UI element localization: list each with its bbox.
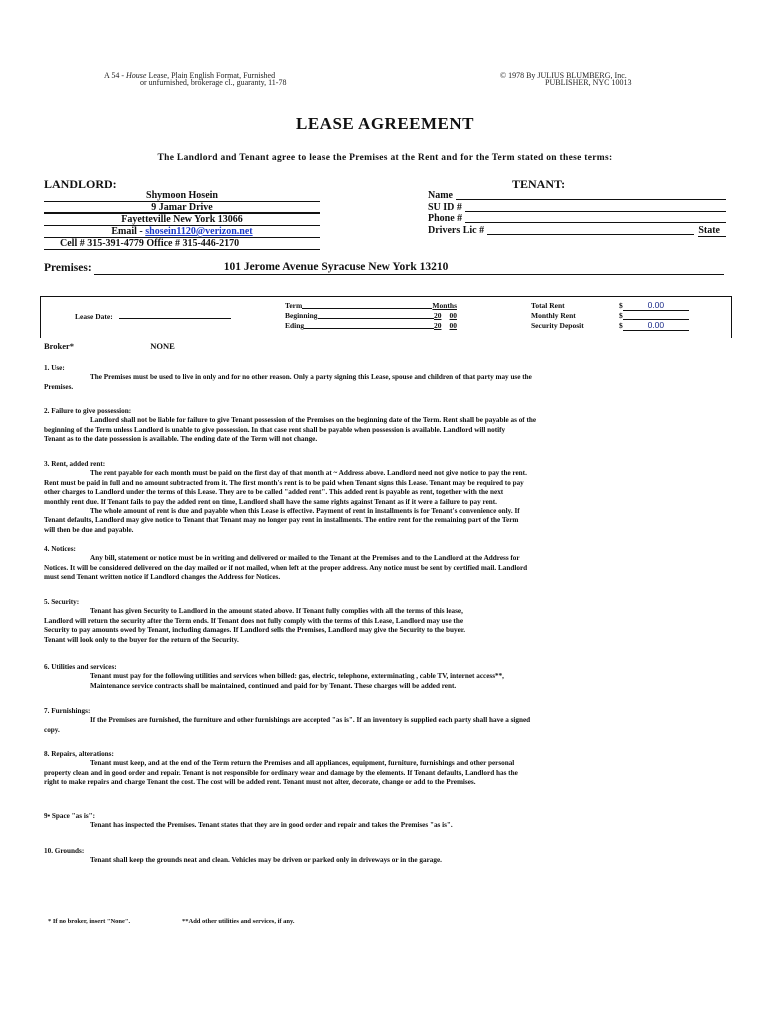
section-line: other charges to Landlord under the terms of this Lease. They are to be called "added rent". This added rent is payable as rent, together with the next xyxy=(44,488,504,497)
section-line: Tenant shall keep the grounds neat and clean. Vehicles may be driven or parked only in driveways or in the garage. xyxy=(90,856,442,865)
monthly-rent-label: Monthly Rent xyxy=(531,311,576,320)
ending-field[interactable] xyxy=(304,321,434,329)
tenant-suid-field[interactable] xyxy=(465,202,726,212)
ending-label: Eding xyxy=(285,321,305,330)
section-heading: 1. Use: xyxy=(44,364,65,372)
section-line: If the Premises are furnished, the furniture and other furnishings are accepted "as is". If an inventory is supplied each party shall have a signed xyxy=(90,716,531,725)
landlord-street: 9 Jamar Drive xyxy=(44,202,320,214)
premises-label: Premises: xyxy=(44,262,92,274)
term-label: Term xyxy=(285,301,303,310)
beginning-row xyxy=(285,311,457,321)
landlord-name: Shymoon Hosein xyxy=(44,190,320,202)
footnote-utilities: **Add other utilities and services, if any. xyxy=(182,918,295,925)
section-heading: 6. Utilities and services: xyxy=(44,663,117,671)
section-line: property clean and in good order and repair. Tenant is not responsible for ordinary wear and damage by the elements. If Tenant defaults, Landlord has the xyxy=(44,768,518,777)
total-rent-row xyxy=(619,301,689,311)
copyright-notice: © 1978 By JULIUS BLUMBERG, Inc. xyxy=(500,71,627,80)
lease-date-label: Lease Date: xyxy=(75,312,113,321)
section-line: The rent payable for each month must be paid on the first day of that month at ~ Address above. Landlord need not give notice to pay the rent. xyxy=(90,469,527,478)
form-description: or unfurnished, brokerage cl., guaranty, 11-78 xyxy=(140,78,287,87)
section-space-as-is xyxy=(44,812,724,831)
security-deposit-row xyxy=(619,321,689,331)
section-repairs xyxy=(44,750,724,788)
rent-values xyxy=(619,301,689,331)
section-heading: 10. Grounds: xyxy=(44,847,85,855)
tenant-suid-label: SU ID # xyxy=(428,201,462,213)
landlord-phones: Cell # 315-391-4779 Office # 315-446-2170 xyxy=(44,238,320,250)
section-heading: 3. Rent, added rent: xyxy=(44,460,106,468)
section-possession xyxy=(44,407,724,445)
section-security xyxy=(44,598,724,645)
section-heading: 8. Repairs, alterations: xyxy=(44,750,114,758)
dollar-sign: $ xyxy=(619,311,623,320)
tenant-suid-row xyxy=(428,202,726,214)
term-row xyxy=(285,301,457,311)
section-line: Tenant as to the date possession is available. The ending date of the Term will not change. xyxy=(44,435,318,444)
section-line: The whole amount of rent is due and payable when this Lease is effective. Payment of rent in installments is for Tenant's convenience only. If xyxy=(90,507,520,516)
section-line: Any bill, statement or notice must be in writing and delivered or mailed to the Tenant at the Premises and to the Landlord at the Address for xyxy=(90,554,520,563)
broker-label: Broker* xyxy=(44,341,75,351)
section-line: Tenant will look only to the buyer for the return of the Security. xyxy=(44,635,239,644)
footnote-broker: * If no broker, insert "None". xyxy=(48,918,131,925)
term-field[interactable] xyxy=(302,301,432,309)
section-line: Tenant defaults, Landlord may give notice to Tenant that Tenant may no longer pay rent in installments. The entire rent for the remaining part of the Term xyxy=(44,516,519,525)
total-rent-value[interactable]: 0.00 xyxy=(623,301,689,311)
section-line: copy. xyxy=(44,725,60,734)
section-line: Premises. xyxy=(44,382,74,391)
beginning-label: Beginning xyxy=(285,311,318,320)
section-heading: 9• Space "as is": xyxy=(44,812,96,820)
dollar-sign: $ xyxy=(619,301,623,310)
section-heading: 7. Furnishings: xyxy=(44,707,91,715)
section-furnishings xyxy=(44,707,724,735)
section-utilities xyxy=(44,663,724,691)
tenant-block xyxy=(428,190,726,237)
broker-row xyxy=(44,341,175,351)
section-line: Tenant must keep, and at the end of the Term return the Premises and all appliances, equipment, furniture, furnishings and other personal xyxy=(90,759,515,768)
tenant-name-label: Name xyxy=(428,190,453,201)
section-notices xyxy=(44,545,724,583)
months-label: Months xyxy=(432,301,457,310)
landlord-email-link[interactable]: shosein1120@verizon.net xyxy=(145,226,253,237)
total-rent-label: Total Rent xyxy=(531,301,565,310)
security-deposit-value[interactable]: 0.00 xyxy=(623,321,689,331)
landlord-block xyxy=(44,190,320,250)
tenant-name-row xyxy=(428,190,726,202)
section-grounds xyxy=(44,847,724,866)
section-line: The Premises must be used to live in only and for no other reason. Only a party signing this Lease, spouse and children of that party may use the xyxy=(90,373,532,382)
tenant-label: TENANT: xyxy=(512,177,566,191)
tenant-name-field[interactable] xyxy=(456,190,726,200)
intro-text: The Landlord and Tenant agree to lease the Premises at the Rent and for the Term stated on these terms: xyxy=(157,153,613,163)
landlord-email-label: Email - xyxy=(111,226,146,237)
tenant-phone-row xyxy=(428,213,726,225)
section-line: beginning of the Term unless Landlord is unable to give possession. In that case rent shall be payable when possession is available. Landlord will notify xyxy=(44,425,506,434)
section-line: Tenant has given Security to Landlord in the amount stated above. If Tenant fully complies with all the terms of this lease, xyxy=(90,607,463,616)
lease-date-field[interactable] xyxy=(119,311,231,319)
section-line: monthly rent due. If Tenant fails to pay the added rent on time, Landlord shall have the same rights against Tenant as if it were a failure to pay rent. xyxy=(44,497,497,506)
broker-value: NONE xyxy=(150,341,175,351)
section-rent xyxy=(44,460,724,535)
beginning-field[interactable] xyxy=(318,311,434,319)
tenant-license-field[interactable] xyxy=(487,225,694,235)
terms-box xyxy=(40,296,732,338)
section-use xyxy=(44,364,724,392)
landlord-label: LANDLORD: xyxy=(44,177,117,191)
ending-year: 20 00 xyxy=(434,321,457,330)
section-line: Security to pay amounts owed by Tenant, including damages. If Landlord sells the Premises, Landlord may give the Security to the buyer. xyxy=(44,626,466,635)
tenant-phone-field[interactable] xyxy=(465,213,726,223)
section-line: must send Tenant written notice if Landlord changes the Address for Notices. xyxy=(44,573,281,582)
beginning-year: 20 00 xyxy=(434,311,457,320)
dollar-sign: $ xyxy=(619,321,623,330)
premises-address: 101 Jerome Avenue Syracuse New York 13210 xyxy=(94,262,724,275)
landlord-email-line xyxy=(44,226,320,238)
tenant-phone-label: Phone # xyxy=(428,213,463,225)
section-line: will then be due and payable. xyxy=(44,525,134,534)
term-block xyxy=(285,301,457,331)
section-line: right to make repairs and charge Tenant the cost. The cost will be added rent. Tenant must not alter, decorate, change or add to the Premises. xyxy=(44,778,476,787)
page-title: LEASE AGREEMENT xyxy=(295,114,474,133)
lease-date-row xyxy=(75,311,231,322)
section-line: Rent must be paid in full and no amount subtracted from it. The first month's rent is to be paid when Tenant signs this Lease. Tenant may be required to pay xyxy=(44,478,524,487)
rent-labels xyxy=(531,301,584,331)
section-line: Tenant must pay for the following utilities and services when billed: gas, electric, telephone, exterminating , cable TV, internet access**, xyxy=(90,672,504,681)
security-deposit-label: Security Deposit xyxy=(531,321,584,330)
publisher-notice: PUBLISHER, NYC 10013 xyxy=(545,78,632,87)
tenant-state-label: State xyxy=(698,225,726,237)
section-line: Landlord shall not be liable for failure to give Tenant possession of the Premises on the beginning date of the Term. Rent shall be payable as of the xyxy=(90,416,537,425)
section-line: Notices. It will be considered delivered on the day mailed or if not mailed, when left at the proper address. Any notice must be sent by certified mail. Landlord xyxy=(44,563,528,572)
premises-row xyxy=(44,262,724,275)
section-heading: 5. Security: xyxy=(44,598,80,606)
form-identifier: A 54 - House Lease, Plain English Format, Furnished xyxy=(104,71,276,80)
section-heading: 2. Failure to give possession: xyxy=(44,407,132,415)
section-line: Maintenance service contracts shall be maintained, continued and paid for by Tenant. These charges will be added rent. xyxy=(90,681,457,690)
tenant-license-row xyxy=(428,225,726,237)
section-line: Landlord will return the security after the Term ends. If Tenant does not fully comply with the terms of this Lease, Landlord may use the xyxy=(44,616,464,625)
section-heading: 4. Notices: xyxy=(44,545,76,553)
section-line: Tenant has inspected the Premises. Tenant states that they are in good order and repair and takes the Premises "as is". xyxy=(90,821,453,830)
ending-row xyxy=(285,321,457,331)
landlord-city: Fayetteville New York 13066 xyxy=(44,214,320,226)
monthly-rent-field[interactable] xyxy=(623,311,689,320)
tenant-license-label: Drivers Lic # xyxy=(428,225,485,237)
